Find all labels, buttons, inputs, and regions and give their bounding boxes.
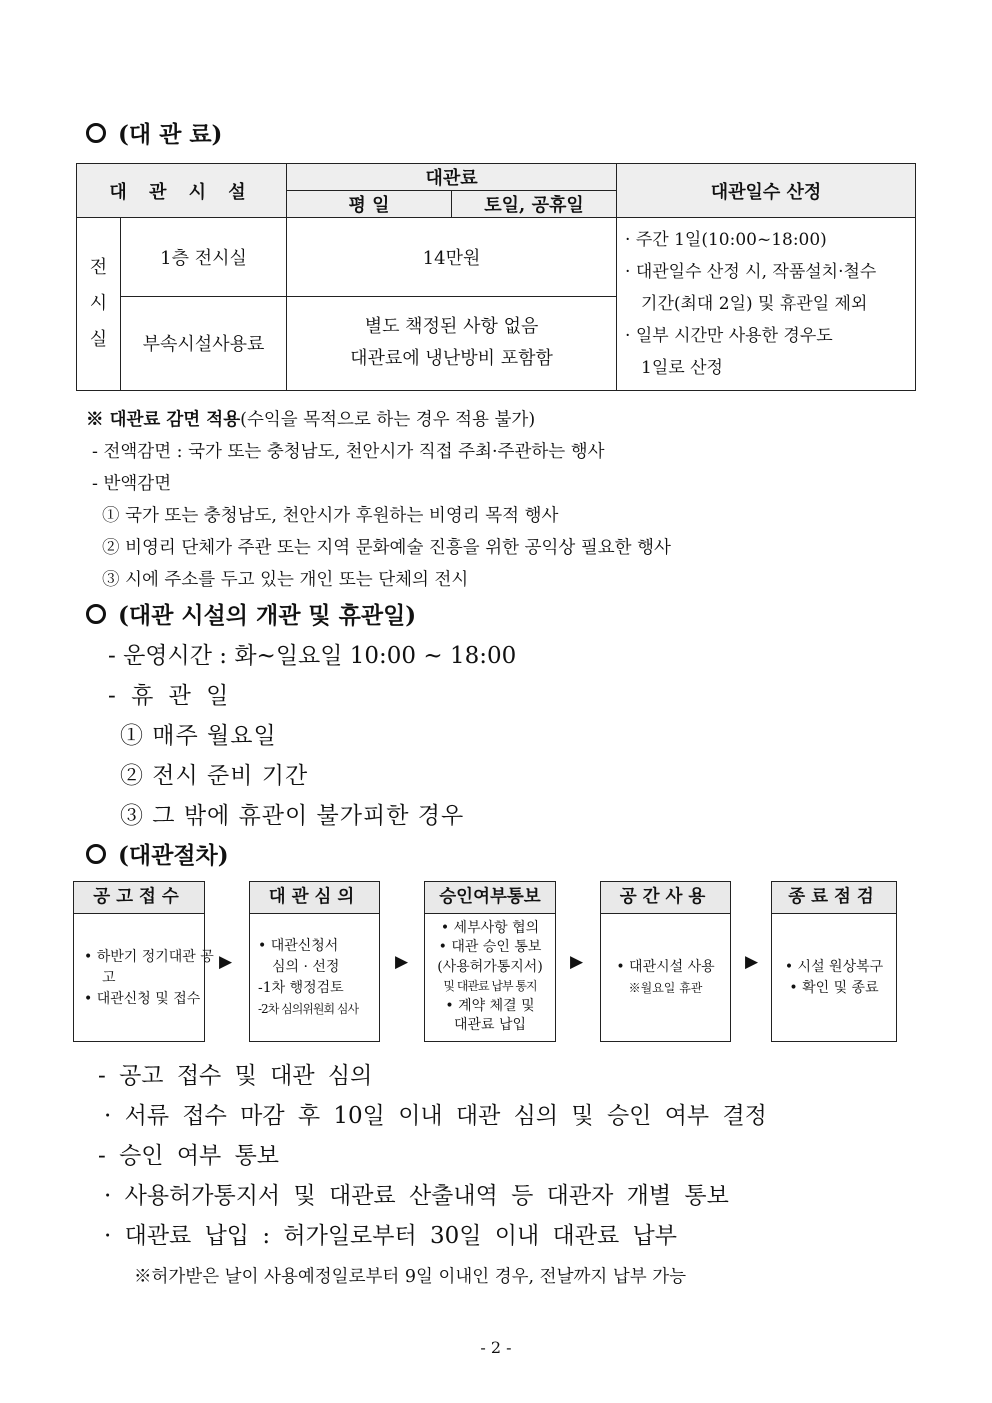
circle-bullet-icon: [86, 604, 106, 624]
section-heading-hours: (대관 시설의 개관 및 휴관일): [86, 597, 416, 630]
closed-item: ① 매주 월요일: [120, 723, 277, 749]
procedure-line: · 대관료 납입 : 허가일로부터 30일 이내 대관료 납부: [104, 1223, 677, 1249]
row2-fee: 별도 책정된 사항 없음 대관료에 냉난방비 포함함: [287, 296, 617, 390]
procedure-line: - 공고 접수 및 대관 심의: [98, 1063, 373, 1089]
page-number: - 2 -: [480, 1338, 512, 1357]
arrow-right-icon: ▶: [745, 952, 759, 972]
header-weekday: 평 일: [287, 191, 452, 218]
payment-footnote: ※허가받은 날이 사용예정일로부터 9일 이내인 경우, 전날까지 납부 가능: [134, 1267, 687, 1287]
row1-fee: 14만원: [287, 218, 617, 297]
arrow-right-icon: ▶: [570, 952, 584, 972]
discount-item: ③ 시에 주소를 두고 있는 개인 또는 단체의 전시: [102, 570, 469, 590]
header-facility: 대 관 시 설: [77, 164, 287, 218]
step-box-use: 공간사용 • 대관시설 사용 ※월요일 휴관: [600, 881, 731, 1042]
closed-item: ② 전시 준비 기간: [120, 763, 309, 789]
section-heading-procedure: (대관절차): [86, 837, 229, 870]
closed-label: - 휴 관 일: [108, 683, 233, 709]
procedure-line: · 사용허가통지서 및 대관료 산출내역 등 대관자 개별 통보: [104, 1183, 729, 1209]
circle-bullet-icon: [86, 123, 106, 143]
discount-title: ※ 대관료 감면 적용(수익을 목적으로 하는 경우 적용 불가): [86, 410, 536, 430]
closed-item: ③ 그 밖에 휴관이 불가피한 경우: [120, 803, 465, 829]
discount-half: - 반액감면: [92, 474, 172, 494]
step-box-notice: 공고접수 • 하반기 정기대관 공 고 • 대관신청 및 접수: [73, 881, 205, 1042]
step-box-approval: 승인여부통보 • 세부사항 협의 • 대관 승인 통보 (사용허가통지서) 및 대관료 납부 통지 • 계약 체결 및 대관료 납입: [424, 881, 556, 1042]
header-weekend: 토일, 공휴일: [452, 191, 617, 218]
row1-name: 1층 전시실: [121, 218, 287, 297]
group-label: 전 시 실: [77, 218, 121, 391]
operating-hours: - 운영시간 : 화~일요일 10:00 ~ 18:00: [108, 643, 517, 669]
arrow-right-icon: ▶: [219, 952, 233, 972]
circle-bullet-icon: [86, 844, 106, 864]
step-box-review: 대관심의 • 대관신청서 심의 · 선정 -1차 행정검토 -2차 심의위원회 심사: [249, 881, 380, 1042]
discount-full: - 전액감면 : 국가 또는 충청남도, 천안시가 직접 주최·주관하는 행사: [92, 442, 605, 462]
row2-name: 부속시설사용료: [121, 296, 287, 390]
fee-table: [76, 163, 916, 391]
header-days: 대관일수 산정: [617, 164, 916, 218]
discount-item: ② 비영리 단체가 주관 또는 지역 문화예술 진흥을 위한 공익상 필요한 행사: [102, 538, 671, 558]
discount-item: ① 국가 또는 충청남도, 천안시가 후원하는 비영리 목적 행사: [102, 506, 559, 526]
step-box-close: 종료점검 • 시설 원상복구 • 확인 및 종료: [771, 881, 897, 1042]
section-heading-fee: (대 관 료): [86, 116, 222, 149]
arrow-right-icon: ▶: [395, 952, 409, 972]
header-fee: 대관료: [287, 164, 617, 191]
days-notes: · 주간 1일(10:00~18:00) · 대관일수 산정 시, 작품설치·철수 기간(최대 2일) 및 휴관일 제외 · 일부 시간만 사용한 경우도 1일로 산정: [617, 218, 916, 391]
procedure-line: - 승인 여부 통보: [98, 1143, 280, 1169]
procedure-line: · 서류 접수 마감 후 10일 이내 대관 심의 및 승인 여부 결정: [104, 1103, 767, 1129]
